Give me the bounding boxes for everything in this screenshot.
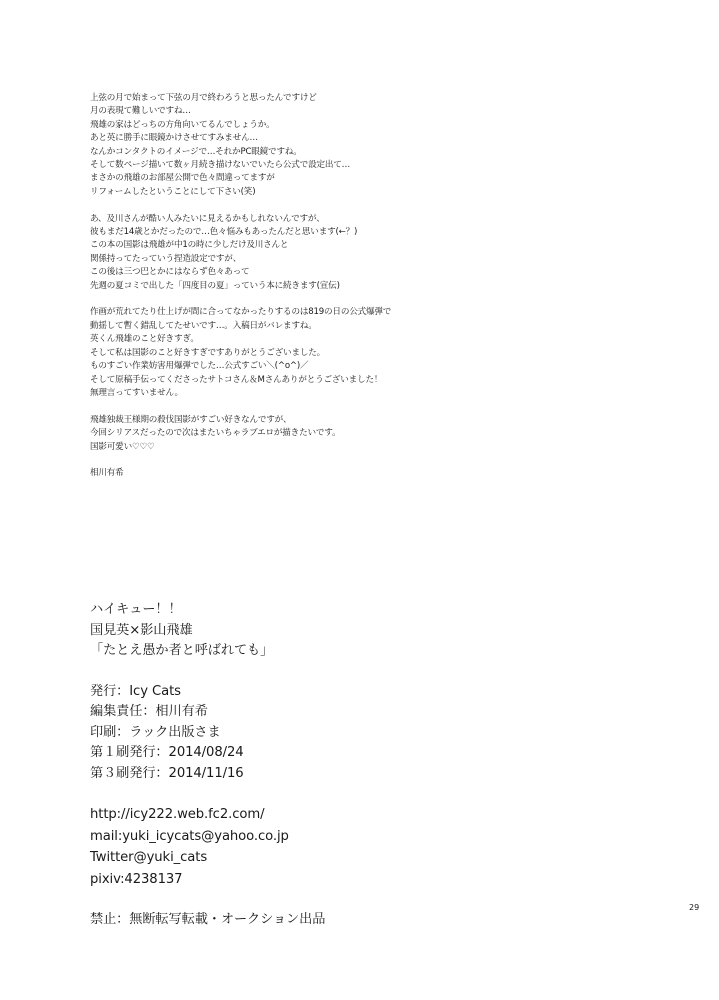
afterword-line: あと英に勝手に眼鏡かけさせてすみません… — [90, 133, 258, 144]
page-number: 29 — [689, 903, 700, 912]
printer: 印刷：ラック出版さま — [90, 724, 221, 740]
publisher: 発行：Icy Cats — [90, 683, 181, 699]
afterword-line: 国影可愛い♡♡♡ — [90, 441, 155, 452]
afterword-line: 先週の夏コミで出した「四度目の夏」っていう本に続きます(宣伝) — [90, 280, 340, 291]
afterword-line: 無理言ってすいません。 — [90, 387, 183, 398]
colophon-links-block — [90, 804, 510, 890]
afterword-line: ものすごい作業妨害用爆弾でした…公式すごい＼(^o^)／ — [90, 361, 309, 372]
afterword-line: あ、及川さんが酷い人みたいに見えるかもしれないんですが、 — [90, 213, 325, 224]
afterword-line: 飛雄独裁王様期の殺伐国影がすごい好きなんですが、 — [90, 414, 292, 425]
editor: 編集責任：相川有希 — [90, 704, 208, 719]
afterword-line: この後は三つ巴とかにはならず色々あって — [90, 267, 250, 278]
afterword-paragraph-3 — [90, 306, 530, 400]
afterword-line: リフォームしたということにして下さい(笑) — [90, 186, 256, 197]
series-name: ハイキュー！！ — [90, 602, 182, 617]
colophon — [90, 600, 510, 951]
afterword-line: 今回シリアスだったので次はまたいちゃラブエロが描きたいです。 — [90, 428, 341, 439]
afterword-line: まさかの飛雄のお部屋公開で色々間違ってますが — [90, 173, 275, 184]
pixiv-id: pixiv:4238137 — [90, 871, 183, 887]
afterword — [90, 92, 530, 481]
twitter-handle: Twitter@yuki_cats — [90, 850, 208, 865]
colophon-publication-block — [90, 682, 510, 785]
reproduction-notice: 禁止：無断転写転載・オークション出品 — [90, 912, 326, 927]
afterword-line: 動揺して暫く錯乱してたせいです…。入稿日がバレますね。 — [90, 320, 317, 331]
author-signature: 相川有希 — [90, 468, 124, 479]
third-printing-date: 第３刷発行：2014/11/16 — [90, 765, 244, 781]
afterword-paragraph-2 — [90, 213, 530, 293]
afterword-line: この本の国影は飛雄が中1の時に少しだけ及川さんと — [90, 240, 289, 251]
colophon-notice-block — [90, 910, 510, 931]
afterword-line: 関係持ってたっていう捏造設定ですが、 — [90, 253, 242, 264]
pairing: 国見英×影山飛雄 — [90, 622, 193, 638]
afterword-line: そして原稿手伝ってくださったサトコさん＆Mさんありがとうございました！ — [90, 374, 383, 385]
afterword-line: 彼もまだ14歳とかだったので…色々悩みもあったんだと思います(←？) — [90, 227, 358, 238]
afterword-line: 月の表現て難しいですね… — [90, 106, 191, 117]
afterword-paragraph-1 — [90, 92, 530, 199]
afterword-line: 飛雄の家はどっちの方角向いてるんでしょうか。 — [90, 119, 275, 130]
afterword-line: 上弦の月で始まって下弦の月で終わろうと思ったんですけど — [90, 93, 317, 103]
book-title: 「たとえ愚か者と呼ばれても」 — [90, 643, 274, 658]
afterword-line: 英くん飛雄のこと好きすぎ。 — [90, 334, 199, 345]
email-address: mail:yuki_icycats@yahoo.co.jp — [90, 828, 289, 844]
colophon-title-block — [90, 600, 510, 662]
afterword-line: 作画が荒れてたり仕上げが間に合ってなかったりするのは819の日の公式爆弾で — [90, 307, 392, 318]
afterword-paragraph-4 — [90, 414, 530, 454]
website-url: http://icy222.web.fc2.com/ — [90, 807, 265, 822]
afterword-line: そして数ページ描いて数ヶ月続き描けないでいたら公式で設定出て… — [90, 160, 351, 171]
afterword-line: なんかコンタクトのイメージで…それかPC眼鏡ですね。 — [90, 146, 302, 157]
first-printing-date: 第１刷発行：2014/08/24 — [90, 745, 244, 760]
afterword-line: そして私は国影のこと好きすぎですありがとうございました。 — [90, 347, 326, 358]
